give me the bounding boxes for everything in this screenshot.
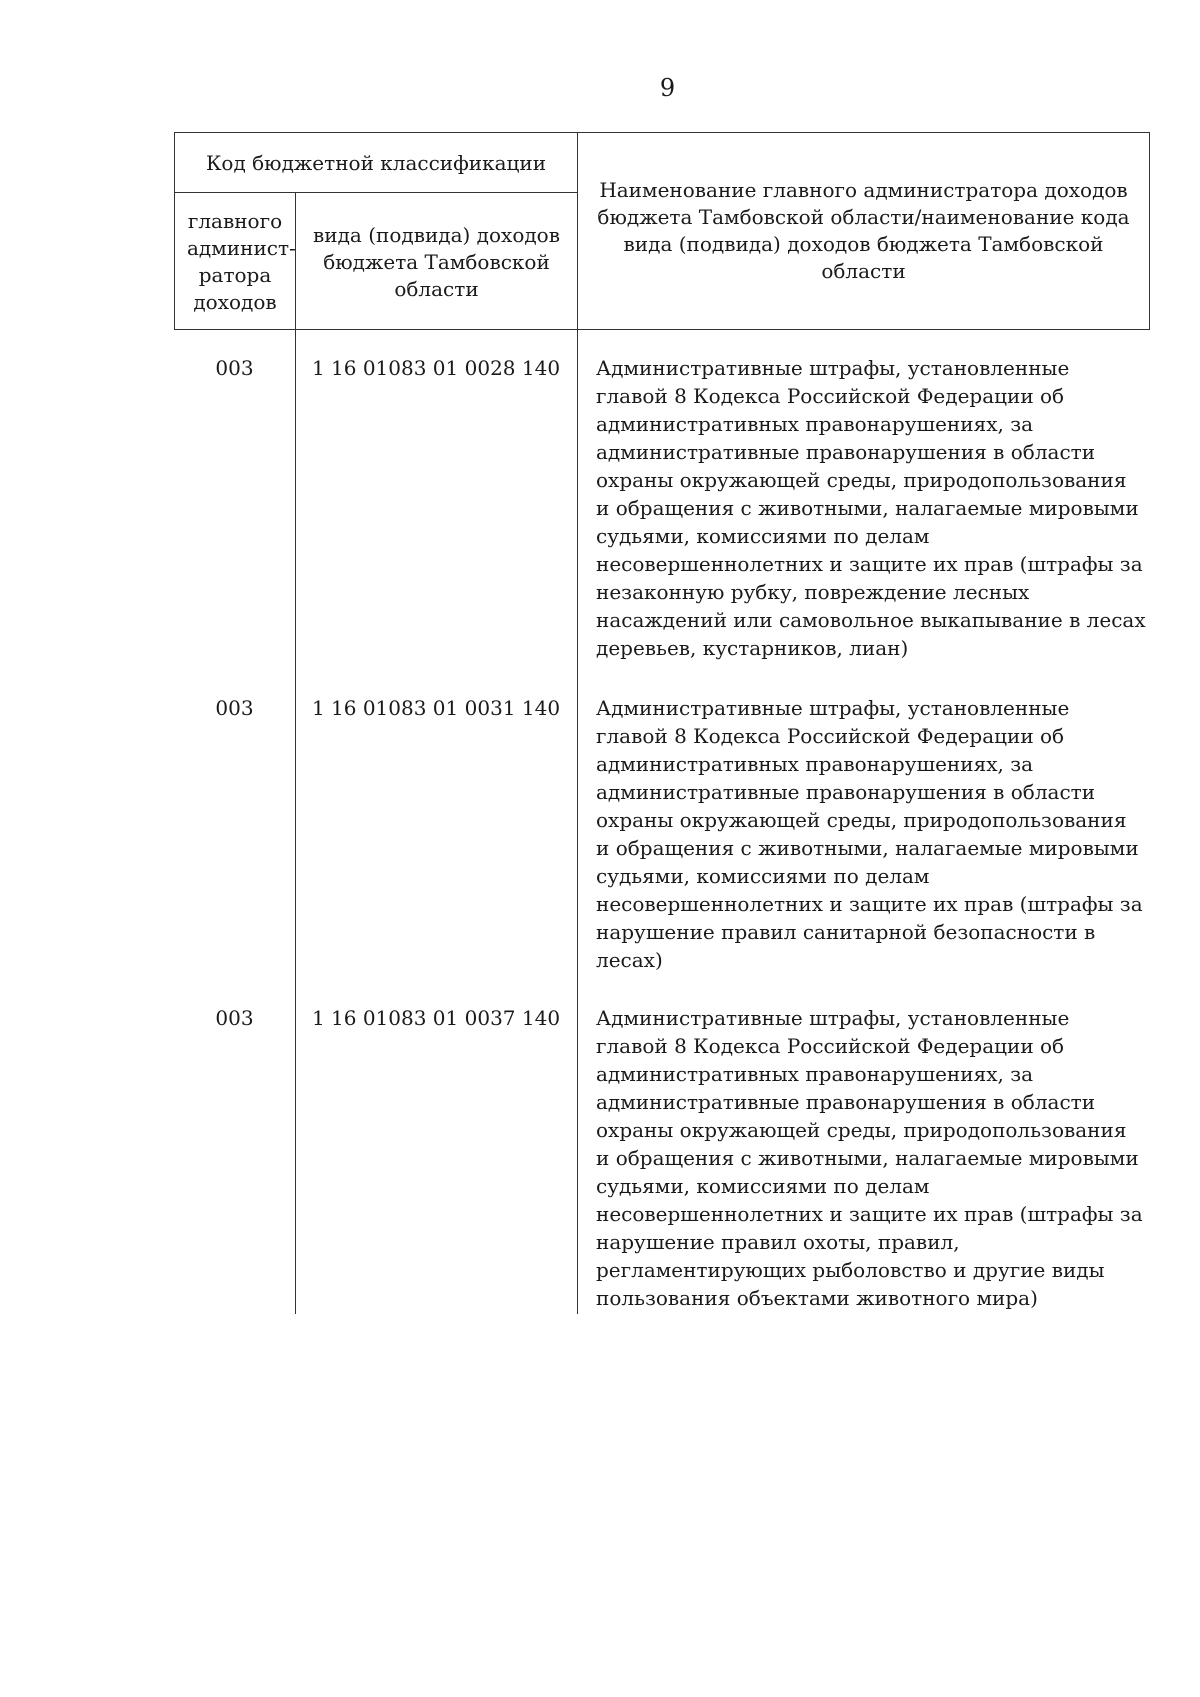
- header-name-label: Наименование главного администратора доходов бюджета Тамбовской области/наименование кода вида (подвида) доходов бюджета Тамбовской области: [597, 178, 1130, 283]
- cell-name: Административные штрафы, установленные главой 8 Кодекса Российской Федерации об административных правонарушениях, за административные правонарушения в области охраны окружающей среды, природопользования и обращения с животными, налагаемые мировыми судьями, комиссиями по делам несовершеннолетних и защите их прав (штрафы за нарушение правил санитарной безопасности в лесах): [596, 696, 1143, 972]
- header-name-column: [578, 133, 1149, 329]
- column-divider: [295, 330, 296, 1314]
- cell-income-code: 1 16 01083 01 0031 140: [311, 696, 561, 720]
- cell-income-code: 1 16 01083 01 0028 140: [311, 356, 561, 380]
- header-code-column: [296, 193, 578, 331]
- header-admin-column: [175, 193, 296, 331]
- header-code-label: вида (подвида) доходов бюджета Тамбовской области: [313, 222, 560, 301]
- cell-admin-code: 003: [215, 1006, 254, 1030]
- header-budget-code-group: Код бюджетной классификации: [175, 133, 578, 193]
- table-body: [174, 330, 1150, 1314]
- cell-admin-code: 003: [215, 356, 254, 380]
- cell-name: Административные штрафы, установленные главой 8 Кодекса Российской Федерации об административных правонарушениях, за административные правонарушения в области охраны окружающей среды, природопользования и обращения с животными, налагаемые мировыми судьями, комиссиями по делам несовершеннолетних и защите их прав (штрафы за незаконную рубку, повреждение лесных насаждений или самовольное выкапывание в лесах деревьев, кустарников, лиан): [596, 356, 1146, 660]
- header-admin-label: главного админист-ратора доходов: [187, 209, 296, 314]
- cell-admin-code: 003: [215, 696, 254, 720]
- column-divider: [577, 330, 578, 1314]
- table-header: [174, 132, 1150, 330]
- cell-name: Административные штрафы, установленные главой 8 Кодекса Российской Федерации об административных правонарушениях, за административные правонарушения в области охраны окружающей среды, природопользования и обращения с животными, налагаемые мировыми судьями, комиссиями по делам несовершеннолетних и защите их прав (штрафы за нарушение правил охоты, правил, регламентирующих рыболовство и другие виды пользования объектами животного мира): [596, 1006, 1143, 1310]
- page-number: 9: [659, 74, 676, 102]
- cell-income-code: 1 16 01083 01 0037 140: [311, 1006, 561, 1030]
